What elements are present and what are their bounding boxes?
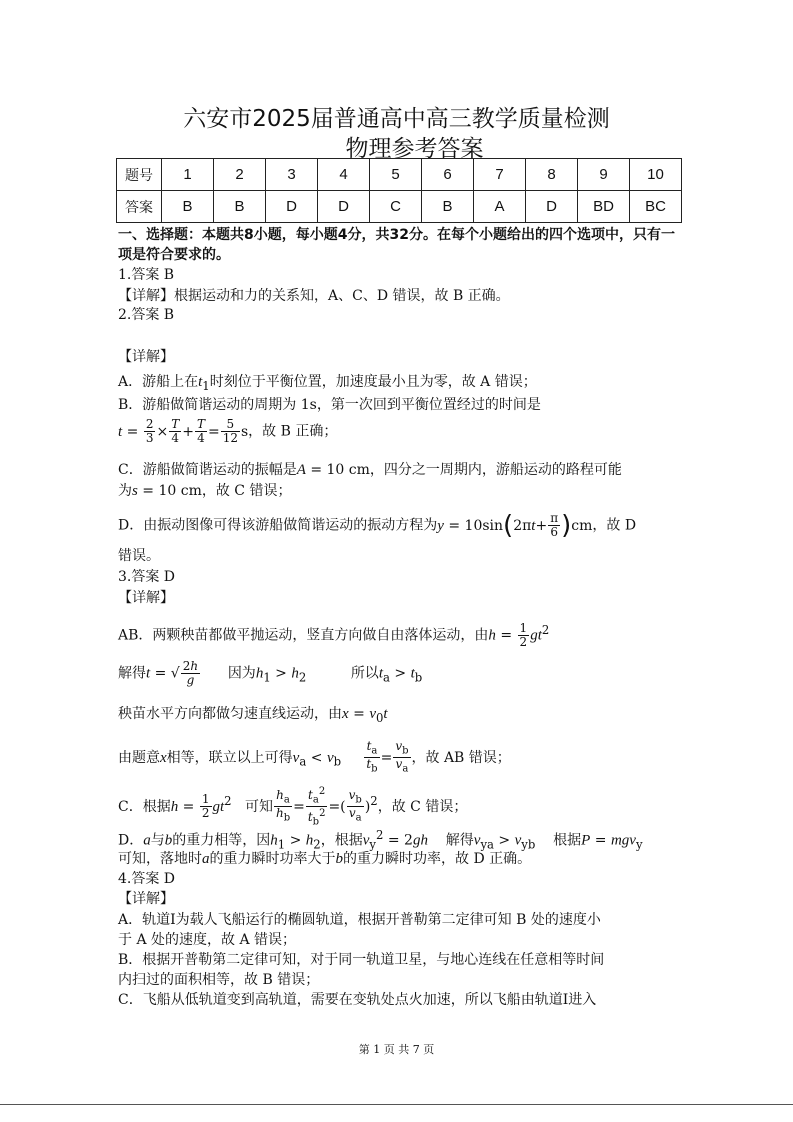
q4-option-b-line1: B．根据开普勒第二定律可知，对于同一轨道卫星，与地心连线在任意相等时间: [118, 952, 605, 968]
q3-option-d: D．a与b的重力相等，因$h_1 > h_2$，根据$v_y^2 = 2gh$ 解得$v_{ya} > v_{yb}$ 根据P = mgv$_y$: [118, 828, 643, 852]
q3-horizontal-line: 秧苗水平方向都做匀速直线运动，由$x = v_0t$: [118, 706, 388, 725]
answer-cell: D: [266, 191, 318, 223]
q1-detail: 【详解】根据运动和力的关系知，A、C、D 错误，故 B 正确。: [118, 288, 510, 304]
answer-cell: B: [214, 191, 266, 223]
page-footer: 第 1 页 共 7 页: [358, 1043, 435, 1056]
q3-option-ab: AB．两颗秧苗都做平抛运动，竖直方向做自由落体运动，由h = $\frac{1}{2}$ $gt^2$: [118, 621, 550, 650]
q3-option-c: C．根据h = $\frac{1}{2}$ $gt^2$ 可知 $\frac{h_a}{h_b}$ = $\frac{t_a^2}{t_b^2}$ =( $\frac{v_b}{v_a}$ )$^2$，故 C 错误；: [118, 786, 468, 828]
answer-cell: C: [370, 191, 422, 223]
question-number-cell: 8: [526, 159, 578, 191]
question-number-cell: 6: [422, 159, 474, 191]
answer-table: [116, 158, 682, 223]
question-number-cell: 7: [474, 159, 526, 191]
document-title: 六安市2025届普通高中高三教学质量检测: [183, 106, 610, 132]
answer-cell: BC: [630, 191, 682, 223]
q4-option-a-line1: A．轨道Ⅰ为载人飞船运行的椭圆轨道，根据开普勒第二定律可知 B 处的速度小: [118, 912, 601, 928]
vibration-equation: y = 10sin(2πt+ $\frac{\pi}{6}$ )cm: [437, 510, 593, 540]
answer-cell: B: [422, 191, 474, 223]
answer-cell: D: [318, 191, 370, 223]
q3-given-line: 由题意x相等，联立以上可得$v_a < v_b$ $\frac{t_a}{t_b}$ = $\frac{v_b}{v_a}$ ，故 AB 错误；: [118, 739, 511, 775]
answer-cell: BD: [578, 191, 630, 223]
time-formula: t = $\frac{2}{3}$ × $\frac{T}{4}$ + $\frac{T}{4}$ = $\frac{5}{12}$ s: [118, 417, 249, 445]
q3-option-d-line2: 可知，落地时a的重力瞬时功率大于b的重力瞬时功率，故 D 正确。: [118, 851, 532, 867]
table-row: [117, 191, 682, 223]
question-number-cell: 10: [630, 159, 682, 191]
q2-option-c: C．游船做简谐运动的振幅是A = 10 cm，四分之一周期内，游船运动的路程可能: [118, 462, 622, 478]
q3-detail-label: 【详解】: [118, 590, 174, 606]
q2-detail-label: 【详解】: [118, 349, 174, 365]
question-number-cell: 1: [162, 159, 214, 191]
q3-answer: 3.答案 D: [118, 569, 176, 585]
answer-cell: A: [474, 191, 526, 223]
q4-detail-label: 【详解】: [118, 891, 174, 907]
document-subtitle: 物理参考答案: [345, 136, 484, 162]
q2-option-c-line2: 为s = 10 cm，故 C 错误；: [118, 483, 292, 499]
q2-option-b-line2: t = $\frac{2}{3}$ × $\frac{T}{4}$ + $\frac{T}{4}$ = $\frac{5}{12}$ s，故 B 正确；: [118, 417, 338, 445]
q4-option-a-line2: 于 A 处的速度，故 A 错误；: [118, 932, 297, 948]
q3-solve-line: 解得t = √ $\frac{2h}{g}$ 因为$h_1 > h_2$ 所以$t_a > t_b$: [118, 659, 423, 687]
q1-answer: 1.答案 B: [118, 267, 175, 283]
question-number-cell: 3: [266, 159, 318, 191]
question-number-cell: 5: [370, 159, 422, 191]
q2-option-d-line2: 错误。: [118, 548, 160, 564]
question-number-cell: 4: [318, 159, 370, 191]
question-number-cell: 9: [578, 159, 630, 191]
table-row-header: 答案: [117, 191, 162, 223]
q4-option-c-line1: C．飞船从低轨道变到高轨道，需要在变轨处点火加速，所以飞船由轨道Ⅰ进入: [118, 992, 597, 1008]
q4-answer: 4.答案 D: [118, 871, 176, 887]
q2-option-d: D．由振动图像可得该游船做简谐运动的振动方程为y = 10sin(2πt+ $\frac{\pi}{6}$ )cm，故 D: [118, 510, 637, 540]
q4-option-b-line2: 内扫过的面积相等，故 B 错误；: [118, 972, 320, 988]
page-bottom-rule: [0, 1104, 793, 1105]
section-heading: 一、选择题：本题共8小题，每小题4分，共32分。在每个小题给出的四个选项中，只有一项是符合要求的。: [118, 227, 675, 263]
question-number-cell: 2: [214, 159, 266, 191]
q2-option-a: A．游船上在$t_1$时刻位于平衡位置，加速度最小且为零，故 A 错误；: [118, 374, 537, 393]
answer-cell: D: [526, 191, 578, 223]
table-row: [117, 159, 682, 191]
q2-option-b-line1: B．游船做简谐运动的周期为 1s，第一次回到平衡位置经过的时间是: [118, 397, 541, 413]
answer-cell: B: [162, 191, 214, 223]
q2-answer: 2.答案 B: [118, 307, 175, 323]
table-row-header: 题号: [117, 159, 162, 191]
